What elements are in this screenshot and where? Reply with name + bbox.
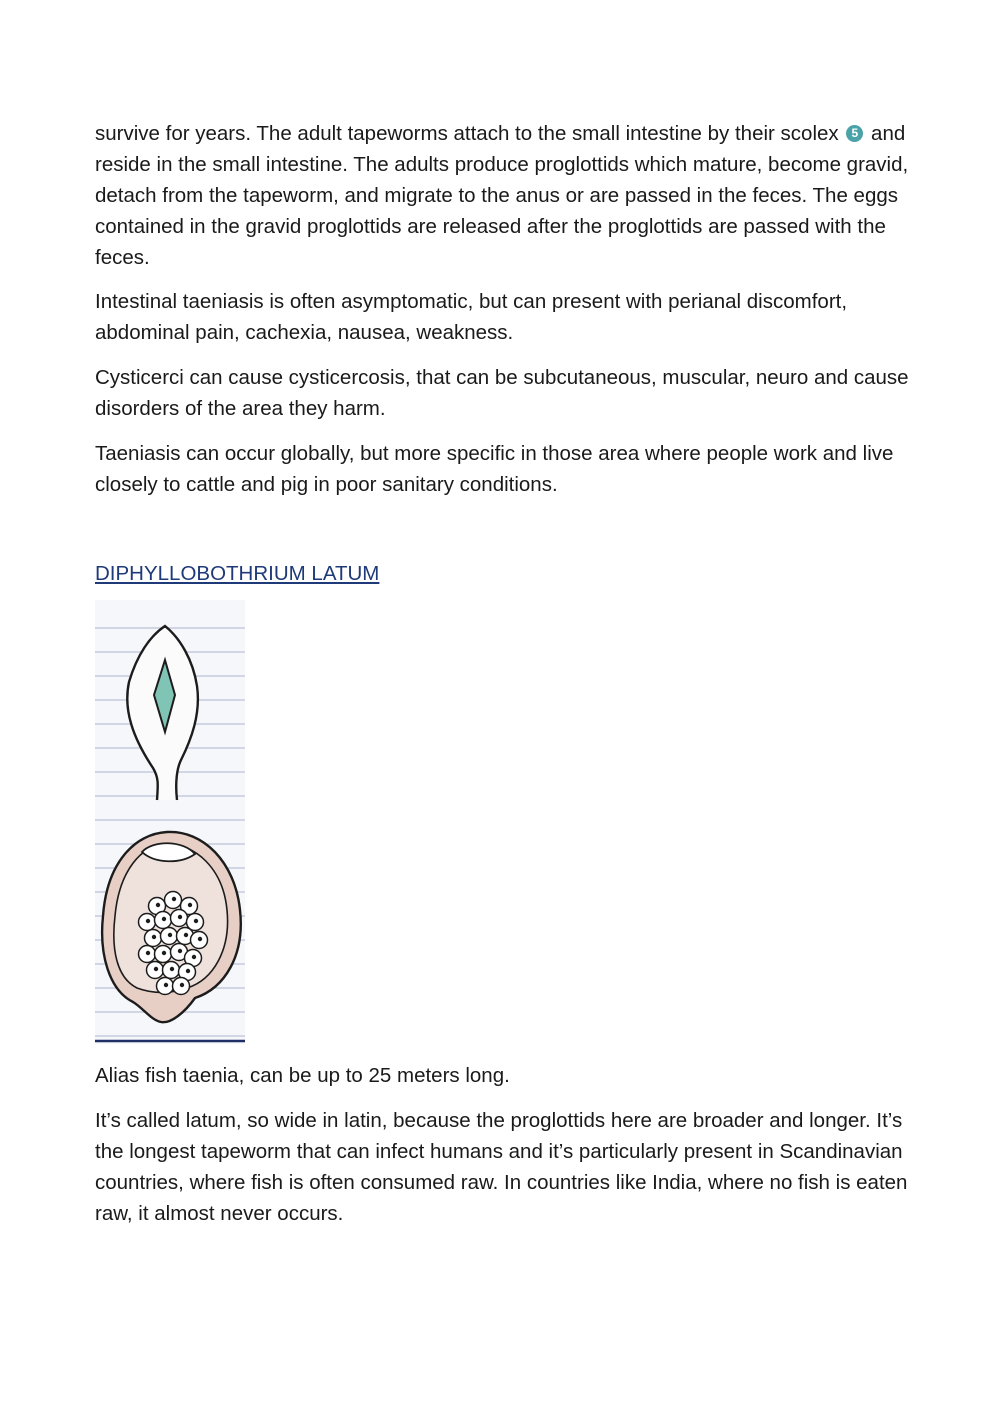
paragraph-cysticercosis: Cysticerci can cause cysticercosis, that can be subcutaneous, muscular, neuro and cause disorders of the area they harm.	[95, 366, 909, 420]
paragraph-text: and reside in the small intestine. The adults produce proglottids which mature, become gravid, detach from the tapeworm, and migrate to the anus or are passed in the feces. The eggs contained in the gravid proglottids are released after the proglottids are passed with the feces.	[95, 122, 909, 269]
yolk-cell-nucleus	[154, 967, 158, 971]
yolk-cell-nucleus	[146, 919, 150, 923]
yolk-cell-nucleus	[184, 933, 188, 937]
yolk-cell-nucleus	[186, 969, 190, 973]
yolk-cell-nucleus	[180, 983, 184, 987]
yolk-cell-nucleus	[170, 967, 174, 971]
section-heading[interactable]: DIPHYLLOBOTHRIUM LATUM	[95, 562, 380, 585]
yolk-cell-nucleus	[178, 949, 182, 953]
paragraph-text: survive for years. The adult tapeworms attach to the small intestine by their scolex	[95, 122, 845, 145]
paragraph-alias: Alias fish taenia, can be up to 25 meters long.	[95, 1064, 510, 1087]
yolk-cell-nucleus	[188, 903, 192, 907]
yolk-cell-nucleus	[172, 897, 176, 901]
yolk-cell-nucleus	[168, 933, 172, 937]
yolk-cell-nucleus	[194, 919, 198, 923]
paragraph-latum-description: It’s called latum, so wide in latin, because the proglottids here are broader and longer. It’s the longest tapeworm that can infect humans and it’s particularly present in Scandinavian countries, where fish is often consumed raw. In countries like India, where no fish is eaten raw, it almost never occurs.	[95, 1109, 908, 1225]
citation-badge[interactable]: 5	[846, 125, 863, 142]
document-body-top	[95, 118, 915, 514]
yolk-cell-nucleus	[164, 983, 168, 987]
scolex-and-egg-drawing-icon	[95, 600, 245, 1044]
yolk-cell-nucleus	[156, 903, 160, 907]
paragraph-tapeworm-lifecycle	[95, 118, 915, 273]
yolk-cell-nucleus	[192, 955, 196, 959]
yolk-cell-nucleus	[162, 951, 166, 955]
yolk-cell-nucleus	[162, 917, 166, 921]
yolk-cell-nucleus	[152, 935, 156, 939]
diphyllobothrium-latum-drawing	[95, 600, 245, 1044]
paragraph-intestinal-taeniasis: Intestinal taeniasis is often asymptomatic, but can present with perianal discomfort, abdominal pain, cachexia, nausea, weakness.	[95, 290, 848, 344]
yolk-cell-nucleus	[198, 937, 202, 941]
yolk-cell-nucleus	[178, 915, 182, 919]
document-body-bottom	[95, 1060, 915, 1243]
paragraph-taeniasis-distribution: Taeniasis can occur globally, but more specific in those area where people work and live closely to cattle and pig in poor sanitary conditions.	[95, 442, 894, 496]
yolk-cell-nucleus	[146, 951, 150, 955]
